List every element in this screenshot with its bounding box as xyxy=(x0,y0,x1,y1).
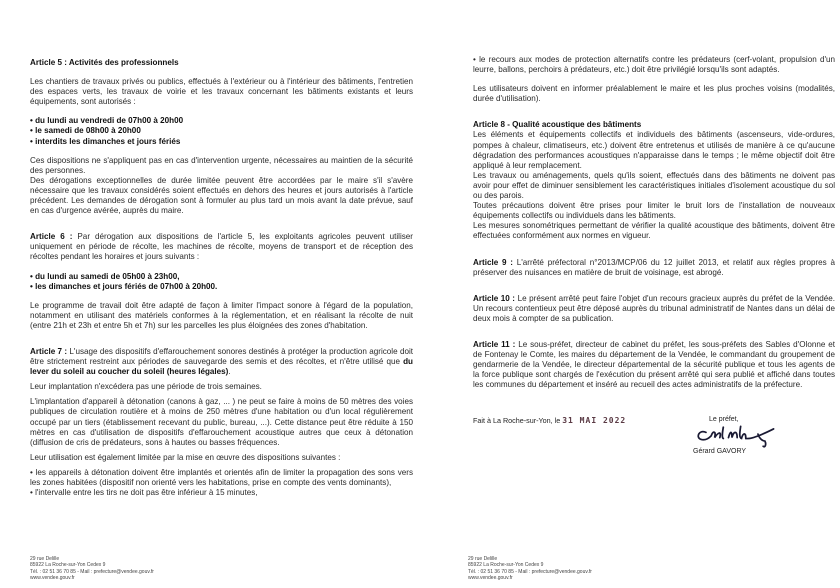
article8-p3: Toutes précautions doivent être prises pour limiter le bruit lors de l'installation de nouveaux équipements collectifs ou individuels dans les bâtiments. xyxy=(473,201,835,221)
article7-para2: Leur implantation n'excédera pas une période de trois semaines. xyxy=(30,382,262,392)
article9-label: Article 9 : xyxy=(473,257,513,267)
footer-line: 29 rue Delille xyxy=(30,556,60,562)
article7-bullet-2: • l'intervalle entre les tirs ne doit pas être inférieur à 15 minutes, xyxy=(30,488,258,498)
footer-line: www.vendee.gouv.fr xyxy=(468,575,513,582)
article6-text: Article 6 : Par dérogation aux dispositions de l'article 5, les exploitants agricoles peuvent utiliser uniquement en période de récolte, les machines de récolte, moyens de transport et de réception des récoltes pendant les horaires et jours suivants : xyxy=(30,232,413,262)
footer-line: www.vendee.gouv.fr xyxy=(30,575,75,582)
article5-para2: Ces dispositions ne s'appliquent pas en cas d'intervention urgente, nécessaires au maintien de la sécurité des personnes. xyxy=(30,155,413,175)
right-footer-address xyxy=(468,556,592,582)
footer-line: 29 rue Delille xyxy=(468,556,498,562)
article7-bullet-3: • le recours aux modes de protection alternatifs contre les prédateurs (cerf-volant, propulsion d'un leurre, ballons, perchoirs à prédateurs, etc.) doit être privilégié lorsqu'ils sont adaptés. xyxy=(473,55,835,75)
article5-bullet-2: • le samedi de 08h00 à 20h00 xyxy=(30,126,141,136)
signature-block xyxy=(473,416,835,464)
footer-line: Tél. : 02 51 36 70 85 - Mail : prefecture@vendee.gouv.fr xyxy=(468,568,592,575)
article6-label: Article 6 : xyxy=(30,232,73,242)
article5-bullet-3: • interdits les dimanches et jours fériés xyxy=(30,136,181,146)
article10-text: Article 10 : Le présent arrêté peut faire l'objet d'un recours gracieux auprès du préfet de la Vendée. Un recours contentieux peut être déposé auprès du tribunal administratif de Nantes dans un délai de deux mois à compter de sa publication. xyxy=(473,293,835,323)
right-page-body xyxy=(473,55,835,464)
place-date-line xyxy=(473,416,626,425)
article7-para3: L'implantation d'appareil à détonation (canons à gaz, ... ) ne peut se faire à moins de 50 mètres des voies publiques de circulation routière et à moins de 250 mètres d'une habitation ou d'un local régulièrement occupé par un tiers (établissement recevant du public, bureau, ...). Cette distance peut être réduite à 150 mètres en cas d'utilisation de dispositifs d'effarouchement acoustique autres que ceux à détonation (diffusion de cris de prédateurs, sons à hautes ou basses fréquences. xyxy=(30,397,413,447)
footer-line: Tél. : 02 51 36 70 85 - Mail : prefecture@vendee.gouv.fr xyxy=(30,568,154,575)
article5-intro: Les chantiers de travaux privés ou publics, effectués à l'extérieur ou à l'intérieur des bâtiments, l'entretien des espaces verts, les travaux de voirie et les travaux concernant les bâtiments existants et leurs équipements, sont autorisés : xyxy=(30,77,413,107)
footer-line: 85922 La Roche-sur-Yon Cedex 9 xyxy=(30,562,106,569)
article6-para2: Le programme de travail doit être adapté de façon à limiter l'impact sonore à l'égard de la population, notamment en utilisant des matériels conformes à la réglementation, et en réalisant la récolte de nuit (entre 21h et 23h et entre 5h et 7h) sur les parcelles les plus éloignées des zones d'habitation. xyxy=(30,300,413,330)
article7-text: Article 7 : L'usage des dispositifs d'effarouchement sonores destinés à protéger la production agricole doit être strictement restreint aux périodes de sauvegarde des semis et des récoltes, et n'être utilisé que du lever du soleil au coucher du soleil (heures légales). xyxy=(30,346,413,377)
article8-p1: Les éléments et équipements collectifs et individuels des bâtiments (ascenseurs, vide-ordures, pompes à chaleur, climatiseurs, etc.) doivent être entretenus et utilisés de manière à ce qu'aucune dégradation des performances acoustiques n'apparaisse dans le temps ; le même objectif doit être appliqué à leur remplacement. xyxy=(473,130,835,170)
signatory-title: Le préfet, xyxy=(709,416,739,424)
article6-bullet-2: • les dimanches et jours fériés de 07h00 à 20h00. xyxy=(30,281,218,291)
date-stamp: 31 MAI 2022 xyxy=(562,416,627,426)
article5-para3: Des dérogations exceptionnelles de durée limitée peuvent être accordées par le maire s'il s'avère nécessaire que les travaux considérés soient effectués en dehors des heures et jours autorisés à l'article précédent. Les demandes de dérogation sont à formuler au plus tard un mois avant la date prévue, sauf en cas d'urgence avérée, auprès du maire. xyxy=(30,175,413,216)
article7-final-para: Les utilisateurs doivent en informer préalablement le maire et les plus proches voisins (modalités, durée d'utilisation). xyxy=(473,84,835,104)
article7-bullet-1: • les appareils à détonation doivent être implantés et orientés afin de limiter la propagation des sons vers les zones habitées (dispositif non orienté vers les habitations, prise en compte des vents dominants), xyxy=(30,467,413,487)
footer-line: 85922 La Roche-sur-Yon Cedex 9 xyxy=(468,562,544,569)
left-footer-address xyxy=(30,556,154,582)
article7-label: Article 7 : xyxy=(30,346,68,356)
article5-bullet-1: • du lundi au vendredi de 07h00 à 20h00 xyxy=(30,116,184,126)
article11-text: Article 11 : Le sous-préfet, directeur de cabinet du préfet, les sous-préfets des Sables d'Olonne et de Fontenay le Comte, les maires du département de la Vendée, le commandant du groupement de gendarmerie de la Vendée, le directeur départemental de la sécurité publique et tous les agents de la force publique sont chargés de l'exécution du présent arrêté qui sera publié et affiché dans toutes les communes du département et inséré au recueil des actes administratifs de la préfecture. xyxy=(473,339,835,390)
article8-p2: Les travaux ou aménagements, quels qu'ils soient, effectués dans des bâtiments ne doivent pas avoir pour effet de diminuer sensiblement les caractéristiques initiales d'isolement acoustique du sol ou des parois. xyxy=(473,170,835,201)
article9-text: Article 9 : L'arrêté préfectoral n°2013/MCP/06 du 12 juillet 2013, et relatif aux règles propres à préserver des nuisances en matière de bruit de voisinage, est abrogé. xyxy=(473,257,835,277)
signature-icon xyxy=(693,422,803,448)
article7-para4: Leur utilisation est également limitée par la mise en œuvre des dispositions suivantes : xyxy=(30,452,341,462)
article10-label: Article 10 : xyxy=(473,293,516,303)
article5-title: Article 5 : Activités des professionnels xyxy=(30,58,179,67)
place-text: Fait à La Roche-sur-Yon, le xyxy=(473,416,563,426)
article11-label: Article 11 : xyxy=(473,339,516,349)
article8-title: Article 8 - Qualité acoustique des bâtiments xyxy=(473,120,642,130)
article8-p4: Les mesures sonométriques permettant de vérifier la qualité acoustique des bâtiments, doivent être effectuées conformément aux normes en vigueur. xyxy=(473,221,835,241)
article6-bullet-1: • du lundi au samedi de 05h00 à 23h00, xyxy=(30,271,180,281)
signatory-name: Gérard GAVORY xyxy=(693,448,747,456)
right-page xyxy=(440,0,840,588)
left-page-body xyxy=(30,58,413,498)
